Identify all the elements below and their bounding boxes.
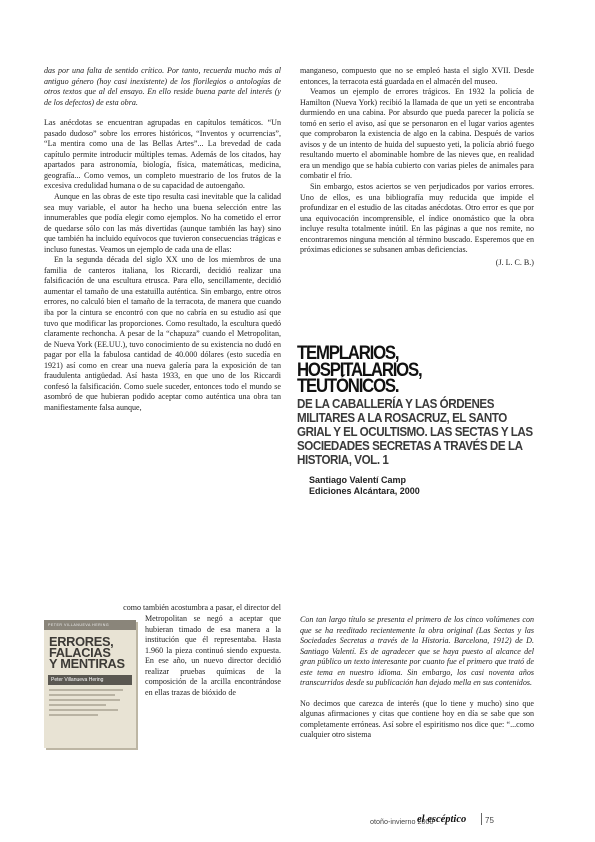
review-intro-italic: Con tan largo título se presenta el primero de los cinco volúmenes con que se ha reeditado recientemente la obra original (Las Sectas y las Sociedades Secretas a través de la Historia. Barcelona, 1912) de D. Santiago Valentí. Es de agradecer que se haya puesto al alcance del gran público un texto interesante por cuanto fue el primero que trató de este tema en nuestro idioma. Sin embargo, los casi noventa años transcurridos desde su publicación han dejado mella en sus contenidos. [300,615,534,688]
book-cover-title: ERRORES, FALACIAS Y MENTIRAS [49,634,125,671]
book-cover-author: Peter Villanueva Hering [48,675,132,685]
heading-title: TEMPLARIOS, HOSPITALARIOS, TEUTÓNICOS. [297,342,422,397]
magazine-name: el escéptico [417,814,467,825]
paragraph: No decimos que carezca de interés (que lo tiene y mucho) sino que algunas afirmaciones y citas que contiene hoy en día se sabe que son completamente erróneas. Así sobre el espiritismo nos dice que: “...como cualquier otro sistema [300,698,534,740]
left-column [44,66,281,414]
book-cover-top-text: PETER VILLANUEVA HERING [44,620,136,630]
footer-season: otoño-invierno 2000 [370,817,434,826]
paragraph-continuation: como también acostumbra a pasar, el director del [123,603,281,612]
book-author: Santiago Valentí Camp [309,474,407,485]
intro-italic-text: das por una falta de sentido crítico. Por tanto, recuerda mucho más al antiguo género (hoy casi inexistente) de los florilegios o antologías de otros textos que al del ensayo. En ello reside buena parte del interés (y de los defectos) de esta obra. [44,66,281,107]
wrapped-text: Metropolitan se negó a aceptar que hubieran timado de esa manera a la institución que él representaba. Hasta 1.960 la pieza continuó siendo expuesta. En ese año, un nuevo director decidió realizar pruebas químicas de la composición de la arcilla encontrándose en ellas trazas de bióxido de [145,614,281,697]
paragraph: Las anécdotas se encuentran agrupadas en capítulos temáticos. “Un pasado dudoso” sobre los errores históricos, “Inventos y ocurrencias”, “La mentira como una de las Bellas Artes”... La brevedad de cada capítulo permite introducir múltiples temas. Además de los citados, hay apartados para astronomía, biología, física, matemáticas, medicina, geografía... Como vemos, un completo muestrario de los frutos de la excesiva credulidad humana o de su capacidad de autoengaño. [44,118,281,191]
paragraph: Aunque en las obras de este tipo resulta casi inevitable que la calidad sea muy variable, el autor ha hecho una buena selección entre las innumerables que podía elegir como ejemplos. No ha cometido el error de quedarse sólo con las más divertidas (aunque también las hay) sino que también ha incluido equívocos que tuvieron consecuencias trágicas e incluso funestas. Veamos un ejemplo de cada una de ellas: [44,192,281,254]
book-cover-text-lines [44,685,136,723]
book-publisher: Ediciones Alcántara, 2000 [309,485,420,496]
paragraph: Sin embargo, estos aciertos se ven perjudicados por varios errores. Uno de ellos, es una bibliografía muy reducida que impide el profundizar en el estudio de las citadas anécdotas. Otro error es que por una equivocación incomprensible, el índice onomástico que la obra incluye resulta totalmente inútil. En las páginas a que nos remite, no encontraremos ninguna mención al término buscado. Esperemos que en próximas ediciones se subsanen ambas deficiencias. [300,182,534,255]
review-heading [297,342,537,497]
page-number: 75 [485,816,494,825]
right-column [300,66,534,268]
paragraph: En la segunda década del siglo XX uno de los miembros de una familia de canteros italiana, los Riccardi, decidió realizar una falsificación de una escultura etrusca. Para ello, sencillamente, decidió aumentar el tamaño de una estatuilla auténtica. Sin embargo, entre otros errores, no calculó bien el tamaño de la terracota, de manera que cuando iba por la cintura se encontró con que no cabría en su estudio así que tuvo que modificar las proporciones. Como resultado, la escultura quedó claramente rechoncha. A pesar de la “chapuza” cuando el Metropolitan, de Nueva York (EE.UU.), tuvo conocimiento de su existencia no dudó en pagar por ella la fabulosa cantidad de 40.000 dólares (esto sucedía en 1921) así como en crear una nueva galería para la exposición de tan fraudulenta antigüedad. Así hasta 1933, en que uno de los Riccardi confesó la falsificación. Como suele suceder, entonces todo el mundo se asombró de que hubieran podido aceptar como auténtica una obra tan manifiestamente falsa aunque, [44,255,281,412]
signature: (J. L. C. B.) [495,257,534,267]
right-column-lower [300,615,534,741]
paragraph: manganeso, compuesto que no se empleó hasta el siglo XVII. Desde entonces, la terracota está guardada en el almacén del museo. [300,66,534,86]
heading-subtitle: DE LA CABALLERÍA Y LAS ÓRDENES MILITARES A LA ROSACRUZ, EL SANTO GRIAL Y EL OCULTISMO. LAS SECTAS Y LAS SOCIEDADES SECRETAS A TRAVÉS DE LA HISTORIA, VOL. 1 [297,395,533,467]
paragraph: Veamos un ejemplo de errores trágicos. En 1932 la policía de Hamilton (Nueva York) recibió la llamada de que un yeti se encontraba durmiendo en una cabina. Por absurdo que pueda parecer la policía se tomó en serio el aviso, así que se personaron en el lugar varios agentes que comprobaron la existencia de algo en la cabina. Después de varios avisos y de un intento de huida del supuesto yeti, la policía abrió fuego resultando muerto el abominable hombre de las nieves que, en realidad era un mendigo que se había cubierto con varias pieles de animales para combatir el frío. [300,87,534,181]
book-cover-image [44,620,136,748]
footer-divider [481,813,482,825]
heading-meta [297,475,537,497]
